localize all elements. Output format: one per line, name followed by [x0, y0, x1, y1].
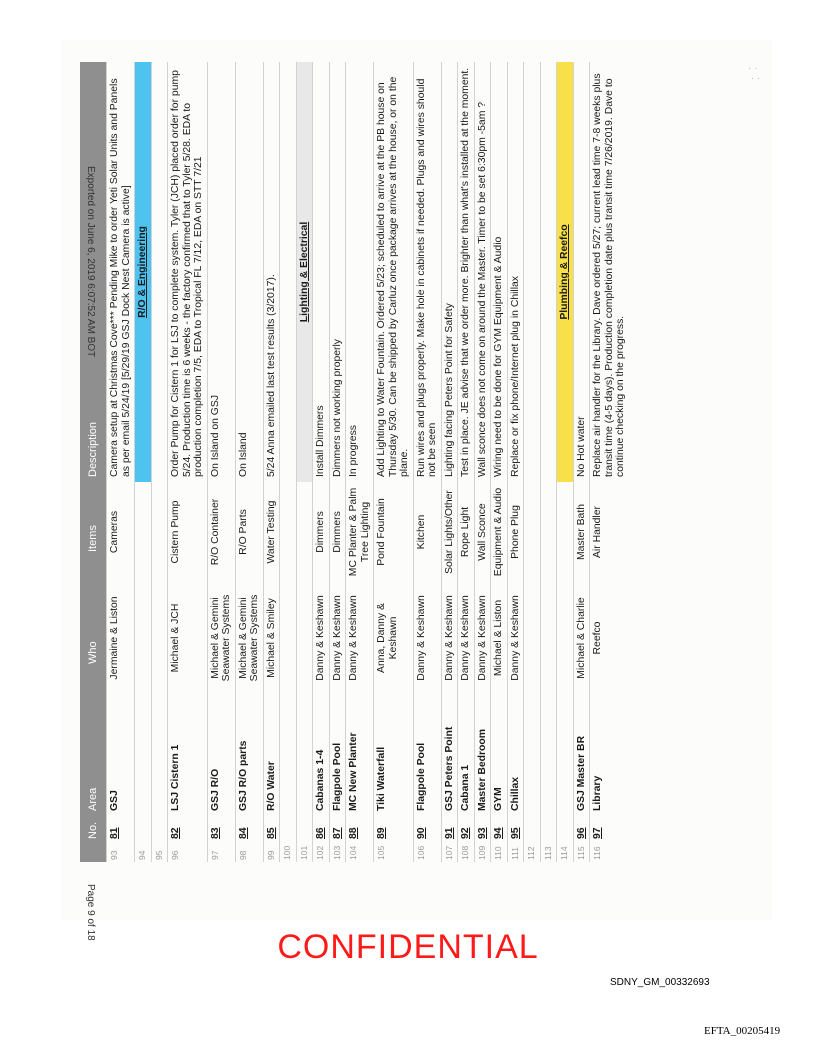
area-cell: GYM: [491, 694, 508, 816]
items-cell: Equipment & Audio: [491, 482, 508, 582]
description-cell: Lighting facing Peters Point for Safety: [441, 62, 458, 482]
description-cell: Replace air handler for the Library. Dave ordered 5/27; current lead time 7-8 weeks plus transit time (4-5 days). Production completion date plus transit time 7/26/2019. Dave to continue checking on the progress.: [590, 62, 629, 482]
area-cell: Cabana 1: [458, 694, 475, 816]
table-row: [491, 62, 508, 862]
items-cell: Master Bath: [573, 482, 590, 582]
items-cell: R/O Parts: [235, 482, 263, 582]
description-cell: No Hot water: [573, 62, 590, 482]
line-number: 95: [151, 844, 168, 862]
area-cell: GSJ: [107, 694, 135, 816]
efta-number: EFTA_00205419: [704, 1025, 781, 1037]
line-number: 108: [458, 844, 475, 862]
col-header-area: Area: [80, 694, 107, 816]
items-cell: Dimmers: [329, 482, 346, 582]
who-cell: Danny & Keshawn: [329, 582, 346, 694]
section-header: Lighting & Electrical: [296, 62, 313, 482]
description-cell: Dimmers not working properly: [329, 62, 346, 482]
who-cell: [524, 582, 541, 694]
table-row: [107, 62, 135, 862]
description-cell: 5/24 Anna emailed last test results (3/2017).: [263, 62, 280, 482]
who-cell: Danny & Keshawn: [458, 582, 475, 694]
area-cell: [135, 694, 152, 816]
area-cell: GSJ R/O: [207, 694, 235, 816]
who-cell: Michael & Gemini Seawater Systems: [207, 582, 235, 694]
area-cell: Flagpole Pool: [413, 694, 441, 816]
table-row: [135, 62, 152, 862]
who-cell: [151, 582, 168, 694]
area-cell: GSJ Master BR: [573, 694, 590, 816]
line-number-header: [80, 844, 107, 862]
who-cell: [557, 582, 574, 694]
who-cell: Michael & Smiley: [263, 582, 280, 694]
items-cell: Kitchen: [413, 482, 441, 582]
line-number: 107: [441, 844, 458, 862]
table-row: [590, 62, 629, 862]
line-number: 110: [491, 844, 508, 862]
row-number: 81: [107, 816, 135, 844]
table-row: [474, 62, 491, 862]
row-number: 83: [207, 816, 235, 844]
table-body: [107, 62, 629, 862]
line-number: 99: [263, 844, 280, 862]
rotated-table-page: [80, 62, 740, 862]
items-cell: Solar Lights/Other: [441, 482, 458, 582]
row-number: 85: [263, 816, 280, 844]
table-row: [296, 62, 313, 862]
description-cell: Wiring need to be done for GYM Equipment & Audio: [491, 62, 508, 482]
who-cell: Michael & Gemini Seawater Systems: [235, 582, 263, 694]
row-number: [540, 816, 557, 844]
area-cell: Cabanas 1-4: [313, 694, 330, 816]
area-cell: [296, 694, 313, 816]
items-cell: [151, 482, 168, 582]
line-number: 109: [474, 844, 491, 862]
table-row: [540, 62, 557, 862]
line-number: 101: [296, 844, 313, 862]
items-cell: R/O Container: [207, 482, 235, 582]
row-number: 82: [168, 816, 208, 844]
row-number: 92: [458, 816, 475, 844]
description-cell: In progress: [346, 62, 374, 482]
line-number: 105: [374, 844, 414, 862]
items-cell: Pond Fountain: [374, 482, 414, 582]
area-cell: Master Bedroom: [474, 694, 491, 816]
area-cell: R/O Water: [263, 694, 280, 816]
who-cell: Danny & Keshawn: [474, 582, 491, 694]
area-cell: Library: [590, 694, 629, 816]
line-number: 116: [590, 844, 629, 862]
line-number: 102: [313, 844, 330, 862]
description-cell: Order Pump for Cistern 1 for LSJ to complete system. Tyler (JCH) placed order for pump 5/24. Production time is 6 weeks - the factory confirmed that to Tyler 5/28. EDA to production completion 7/5, EDA to Tropical FL 7/12, EDA on STT 7/21: [168, 62, 208, 482]
line-number: 106: [413, 844, 441, 862]
description-cell: Run wires and plugs properly. Make hole in cabinets if needed. Plugs and wires should not be seen: [413, 62, 441, 482]
who-cell: Danny & Keshawn: [346, 582, 374, 694]
row-number: 97: [590, 816, 629, 844]
area-cell: MC New Planter: [346, 694, 374, 816]
table-row: [280, 62, 297, 862]
area-cell: [557, 694, 574, 816]
table-row: [151, 62, 168, 862]
table-row: [313, 62, 330, 862]
line-number: 112: [524, 844, 541, 862]
items-cell: Cistern Pump: [168, 482, 208, 582]
line-number: 96: [168, 844, 208, 862]
description-cell: [280, 62, 297, 482]
section-header: Plumbing & Reefco: [557, 62, 574, 482]
items-cell: Phone Plug: [507, 482, 524, 582]
items-cell: Water Testing: [263, 482, 280, 582]
row-number: 90: [413, 816, 441, 844]
items-cell: [296, 482, 313, 582]
table-row: [374, 62, 414, 862]
bates-number: SDNY_GM_00332693: [610, 977, 710, 988]
who-cell: Reefco: [590, 582, 629, 694]
row-number: [135, 816, 152, 844]
row-number: 91: [441, 816, 458, 844]
description-cell: [540, 62, 557, 482]
line-number: 115: [573, 844, 590, 862]
items-cell: [524, 482, 541, 582]
section-header: R/O & Engineering: [135, 62, 152, 482]
line-number: 111: [507, 844, 524, 862]
description-cell: Test in place. JE advise that we order more. Brighter than what's installed at the moment.: [458, 62, 475, 482]
items-cell: Dimmers: [313, 482, 330, 582]
row-number: 88: [346, 816, 374, 844]
col-header-items: Items: [80, 482, 107, 582]
area-cell: Chillax: [507, 694, 524, 816]
items-cell: MC Planter & Palm Tree Lighting: [346, 482, 374, 582]
line-number: 94: [135, 844, 152, 862]
row-number: [151, 816, 168, 844]
table-row: [507, 62, 524, 862]
scan-specks: · · · ·: [748, 63, 761, 84]
table-row: [235, 62, 263, 862]
items-cell: Rope Light: [458, 482, 475, 582]
items-cell: Cameras: [107, 482, 135, 582]
export-timestamp: Exported on June 6, 2019 6:07:52 AM BOT: [85, 166, 96, 358]
col-header-no: No.: [80, 816, 107, 844]
who-cell: [280, 582, 297, 694]
row-number: 87: [329, 816, 346, 844]
items-cell: Wall Sconce: [474, 482, 491, 582]
who-cell: Anna, Danny & Keshawn: [374, 582, 414, 694]
line-number: 113: [540, 844, 557, 862]
area-cell: [280, 694, 297, 816]
row-number: 94: [491, 816, 508, 844]
description-cell: Replace or fix phone/Internet plug in Chillax: [507, 62, 524, 482]
table-row: [207, 62, 235, 862]
area-cell: Flagpole Pool: [329, 694, 346, 816]
row-number: 95: [507, 816, 524, 844]
row-number: [280, 816, 297, 844]
description-cell: Camera setup at Christmas Cove*** Pending Mike to order Yeti Solar Units and Panels as per email 5/24/19 [5/29/19 GSJ Dock Nest Camera is active]: [107, 62, 135, 482]
line-number: 100: [280, 844, 297, 862]
row-number: [557, 816, 574, 844]
items-cell: [540, 482, 557, 582]
who-cell: Michael & Charlie: [573, 582, 590, 694]
who-cell: Michael & JCH: [168, 582, 208, 694]
line-number: 93: [107, 844, 135, 862]
description-cell: On Island: [235, 62, 263, 482]
table-row: [573, 62, 590, 862]
description-cell: Add Lighting to Water Fountain. Ordered 5/23; scheduled to arrive at the PB house on Thursday 5/30. Can be shipped by Carluz once package arrives at the house, or on the plane.: [374, 62, 414, 482]
table-row: [524, 62, 541, 862]
items-cell: Air Handler: [590, 482, 629, 582]
who-cell: Jermaine & Liston: [107, 582, 135, 694]
area-cell: [151, 694, 168, 816]
page-number: Page 9 of 18: [85, 884, 96, 941]
table-row: [168, 62, 208, 862]
col-header-description: Description: [80, 62, 107, 482]
task-table: [80, 62, 629, 862]
items-cell: [557, 482, 574, 582]
area-cell: GSJ R/O parts: [235, 694, 263, 816]
who-cell: [296, 582, 313, 694]
area-cell: [540, 694, 557, 816]
line-number: 98: [235, 844, 263, 862]
description-cell: On Island on GSJ: [207, 62, 235, 482]
description-cell: Install Dimmers: [313, 62, 330, 482]
area-cell: GSJ Peters Point: [441, 694, 458, 816]
line-number: 104: [346, 844, 374, 862]
area-cell: [524, 694, 541, 816]
row-number: 86: [313, 816, 330, 844]
line-number: 114: [557, 844, 574, 862]
table-row: [441, 62, 458, 862]
who-cell: [135, 582, 152, 694]
who-cell: Danny & Keshawn: [507, 582, 524, 694]
table-row: [458, 62, 475, 862]
col-header-who: Who: [80, 582, 107, 694]
line-number: 103: [329, 844, 346, 862]
who-cell: Danny & Keshawn: [313, 582, 330, 694]
description-cell: Wall sconce does not come on around the Master. Timer to be set 6:30pm -5am ?: [474, 62, 491, 482]
row-number: 89: [374, 816, 414, 844]
area-cell: LSJ Cistern 1: [168, 694, 208, 816]
items-cell: [280, 482, 297, 582]
line-number: 97: [207, 844, 235, 862]
row-number: [524, 816, 541, 844]
row-number: 93: [474, 816, 491, 844]
table-row: [346, 62, 374, 862]
who-cell: [540, 582, 557, 694]
who-cell: Michael & Liston: [491, 582, 508, 694]
row-number: [296, 816, 313, 844]
items-cell: [135, 482, 152, 582]
table-row: [329, 62, 346, 862]
row-number: 84: [235, 816, 263, 844]
table-row: [557, 62, 574, 862]
who-cell: Danny & Keshawn: [413, 582, 441, 694]
description-cell: [524, 62, 541, 482]
confidential-stamp: CONFIDENTIAL: [277, 928, 539, 966]
table-row: [263, 62, 280, 862]
table-row: [413, 62, 441, 862]
description-cell: [151, 62, 168, 482]
area-cell: Tiki Waterfall: [374, 694, 414, 816]
row-number: 96: [573, 816, 590, 844]
who-cell: Danny & Keshawn: [441, 582, 458, 694]
